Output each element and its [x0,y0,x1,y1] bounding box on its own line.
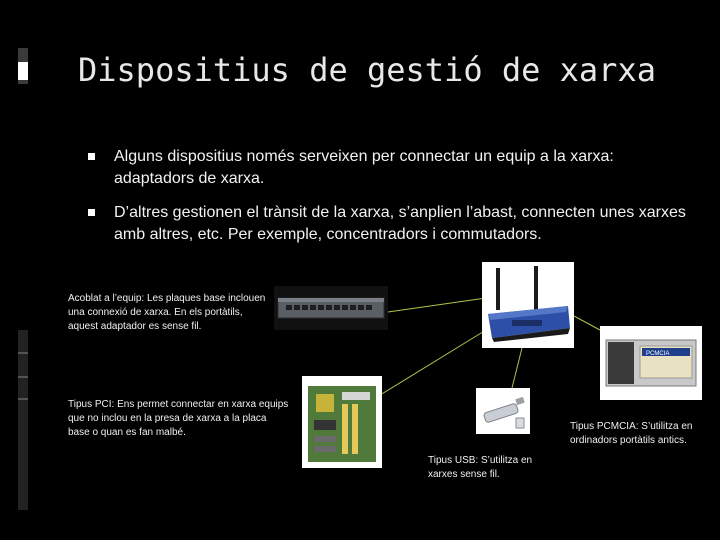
pcmcia-card-label: PCMCIA [646,351,670,357]
router-image [482,262,574,348]
caption-builtin: Acoblat a l’equip: Les plaques base inclouen una connexió de xarxa. En els portàtils, aquest adaptador es sense fil. [68,293,266,332]
line-switch [388,298,486,312]
motherboard-image [302,376,382,468]
switch-image [274,286,388,330]
bullet-text: Alguns dispositius només serveixen per connectar un equip a la xarxa: adaptadors de xarxa. [114,148,614,187]
usb-adapter-image [476,388,530,434]
line-pci [372,330,486,400]
slide-title: Dispositius de gestió de xarxa [78,51,656,89]
caption-pcmcia: Tipus PCMCIA: S’utilitza en ordinadors portàtils antics. [570,421,693,446]
pcmcia-card-image [600,326,702,400]
caption-usb: Tipus USB: S’utilitza en xarxes sense fil. [428,455,533,480]
line-usb [512,348,522,388]
bullet-text: D’altres gestionen el trànsit de la xarxa, s’anplien l’abast, connecten unes xarxes amb altres, etc. Per exemple, concentradors i commutadors. [114,204,686,243]
caption-pci: Tipus PCI: Ens permet connectar en xarxa equips que no inclou en la presa de xarxa a la placa base o quan es fan malbé. [68,399,289,438]
line-pcmcia [574,316,600,330]
